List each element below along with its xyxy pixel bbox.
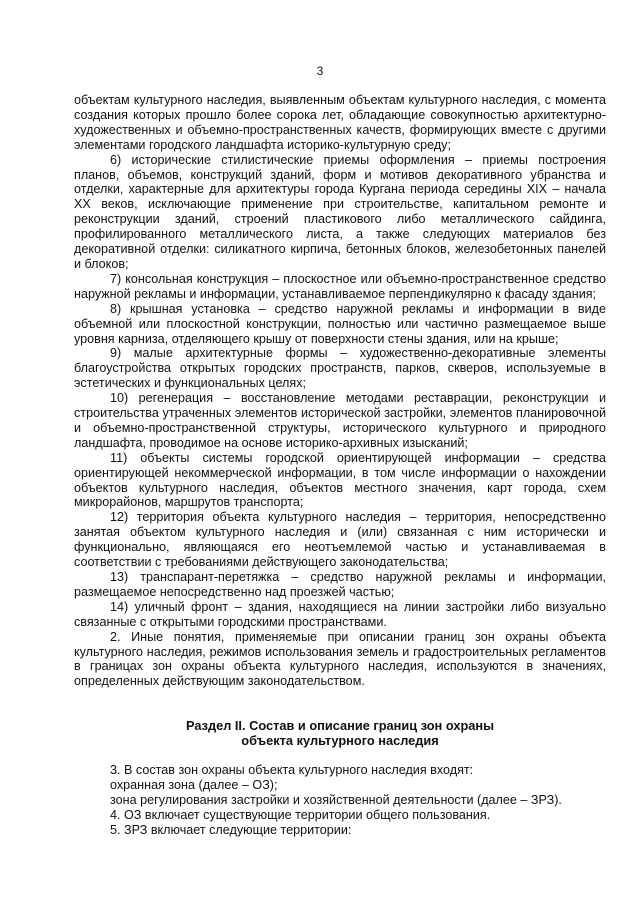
list-item: 3. В состав зон охраны объекта культурного наследия входят: (110, 763, 474, 777)
paragraph-clause-2: 2. Иные понятия, применяемые при описании границ зон охраны объекта культурного наследия, режимов использования земель и градостроительных регламентов в границах зон охраны объекта культурного наследия, используются в значениях, определенных действующим законодательством. (74, 629, 606, 689)
paragraph-continuation: объектам культурного наследия, выявленным объектам культурного наследия, с момента создания которых прошло более сорока лет, обладающие совокупностью архитектурно-художественных и объемно-пространственных качеств, формирующих вместе с другими элементами городского ландшафта историко-культурную среду; (74, 93, 606, 152)
definitions-body (74, 93, 606, 689)
list-item: 4. ОЗ включает существующие территории общего пользования. (110, 807, 491, 822)
section-heading (74, 718, 606, 748)
paragraph-item-11: 11) объекты системы городской ориентирующей информации – средства ориентирующей некоммерческой информации, в том числе информации о нахождении объектов культурного наследия, объектов местного значения, карт города, схем микрорайонов, маршрутов транспорта; (74, 450, 606, 510)
paragraph-item-9: 9) малые архитектурные формы – художественно-декоративные элементы благоустройства открытых городских пространств, парков, скверов, используемые в эстетических и функциональных целях; (74, 346, 606, 391)
paragraph-item-13: 13) транспарант-перетяжка – средство наружной рекламы и информации, размещаемое непосредственно над проезжей частью; (74, 570, 606, 599)
paragraph-item-14: 14) уличный фронт – здания, находящиеся на линии застройки либо визуально связанные с открытыми городскими пространствами. (74, 599, 606, 629)
list-item: зона регулирования застройки и хозяйственной деятельности (далее – ЗРЗ). (110, 792, 562, 807)
paragraph-item-6: 6) исторические стилистические приемы оформления – приемы построения планов, объемов, конструкций зданий, форм и мотивов декоративного убранства и отделки, характерные для архитектуры города Кургана периода середины XIX – начала XX веков, исключающие применение при строительстве, капитальном ремонте и реконструкции зданий, строений пластикового либо металлического сайдинга, профилированного металлического листа, а также следующих материалов без декоративной отделки: силикатного кирпича, бетонных блоков, железобетонных панелей и блоков; (74, 152, 606, 271)
section-items (110, 763, 606, 838)
list-item: охранная зона (далее – ОЗ); (110, 777, 278, 792)
section-heading-line-2: объекта культурного наследия (241, 733, 439, 748)
paragraph-item-7: 7) консольная конструкция – плоскостное или объемно-пространственное средство наружной рекламы и информации, устанавливаемое перпендикулярно к фасаду здания; (74, 271, 606, 301)
paragraph-item-10: 10) регенерация – восстановление методами реставрации, реконструкции и строительства утраченных элементов исторической застройки, элементов планировочной и объемно-пространственной структуры, исторического культурного и природного ландшафта, проводимое на основе историко-архивных изысканий; (74, 391, 606, 450)
paragraph-item-8: 8) крышная установка – средство наружной рекламы и информации в виде объемной или плоскостной конструкции, полностью или частично размещаемое выше уровня карниза, отделяющего крышу от поверхности стены здания, или на крыше; (74, 301, 606, 346)
page-number: 3 (316, 64, 324, 78)
paragraph-item-12: 12) территория объекта культурного наследия – территория, непосредственно занятая объектом культурного наследия и (или) связанная с ним исторически и функционально, являющаяся его неотъемлемой частью и устанавливаемая в соответствии с требованиями действующего законодательства; (74, 510, 606, 570)
section-heading-line-1: Раздел II. Состав и описание границ зон охраны (185, 718, 495, 733)
list-item: 5. ЗРЗ включает следующие территории: (110, 822, 352, 837)
